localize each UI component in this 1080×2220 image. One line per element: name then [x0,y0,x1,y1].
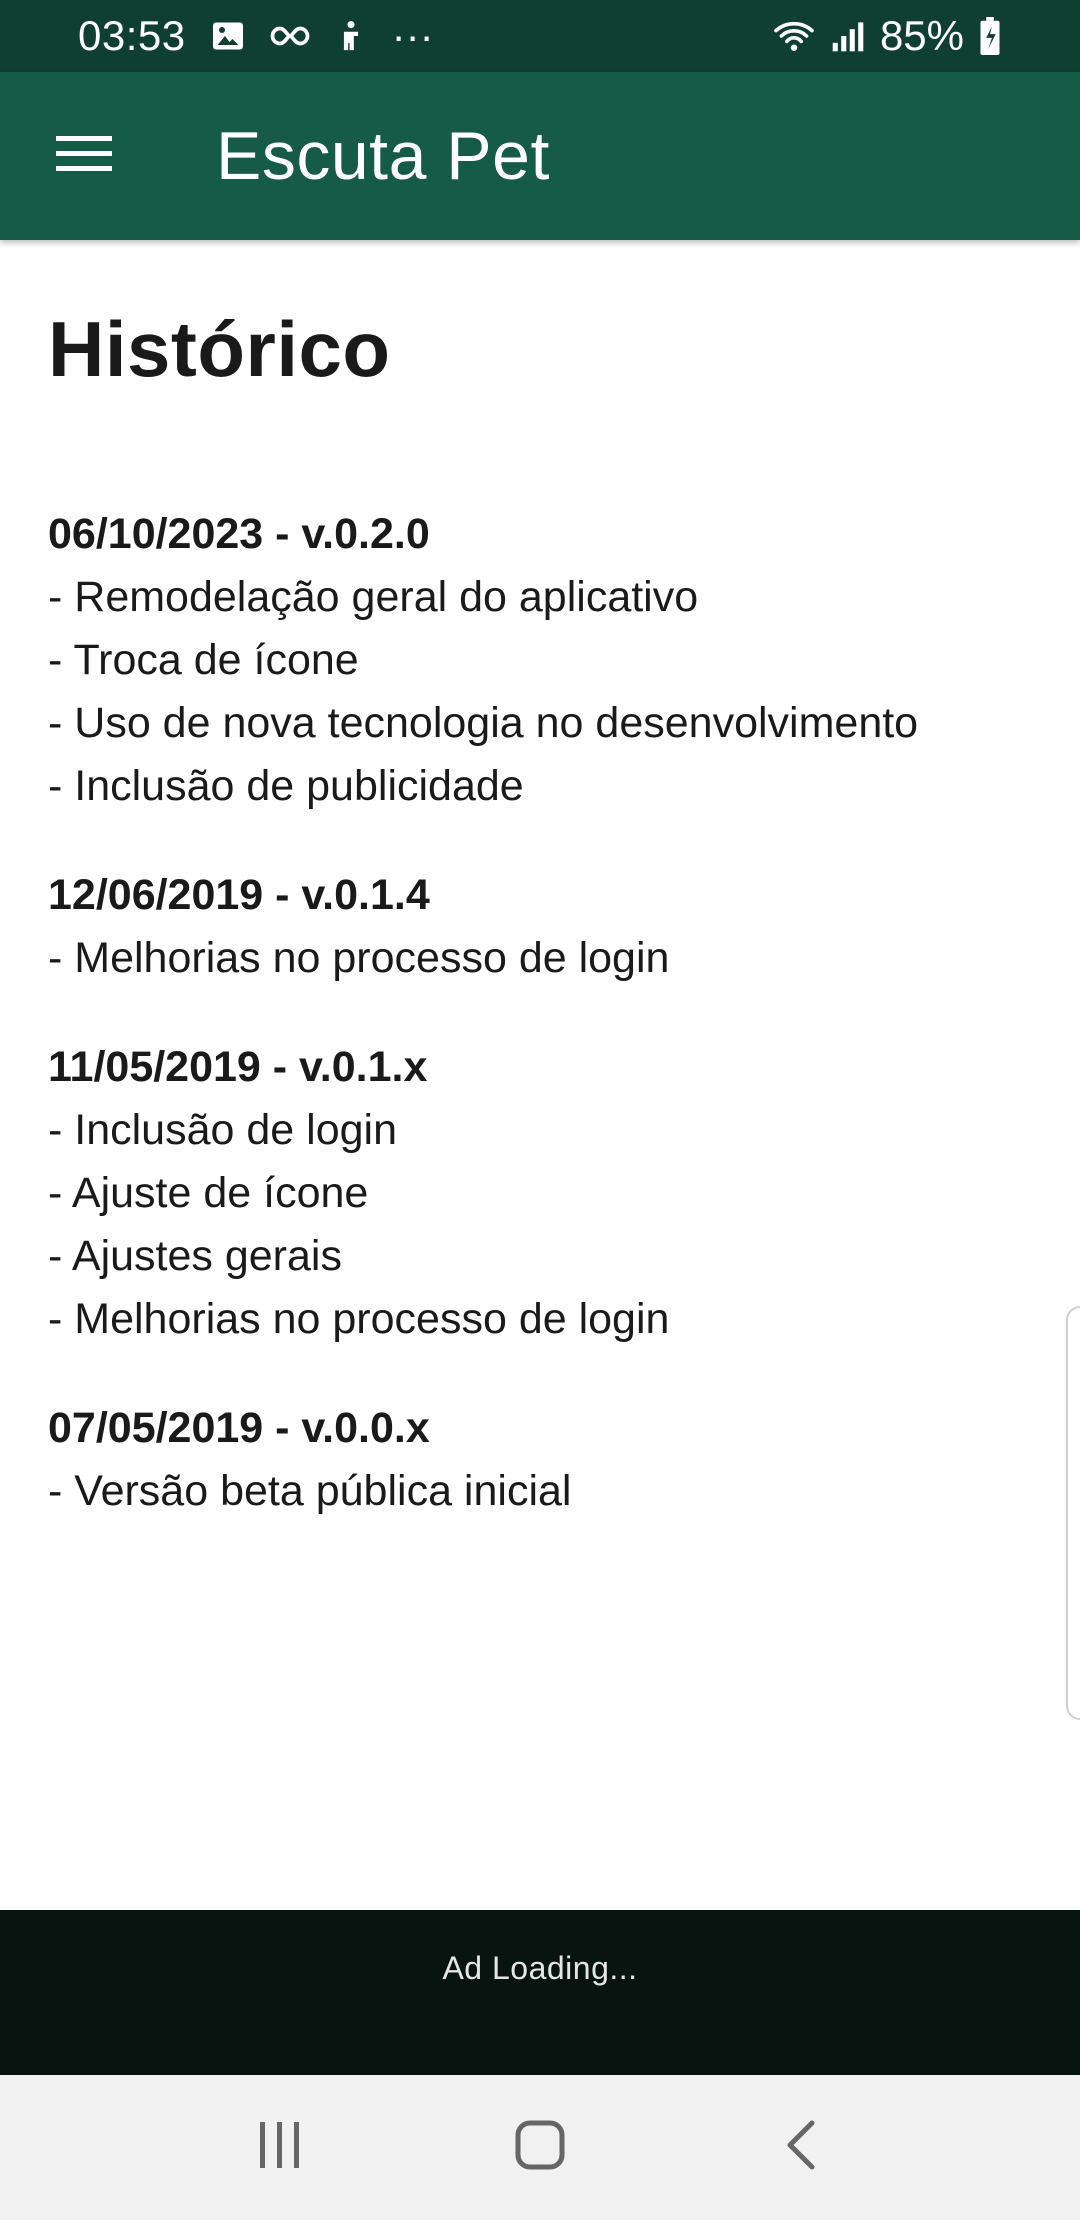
history-entry-heading: 12/06/2019 - v.0.1.4 [48,871,430,919]
status-time: 03:53 [78,12,186,59]
history-entry-heading: 07/05/2019 - v.0.0.x [48,1404,430,1452]
history-entry-heading: 11/05/2019 - v.0.1.x [48,1043,428,1091]
history-entry-line: - Inclusão de publicidade [48,762,524,810]
status-bar [0,0,1080,72]
history-entry [48,864,1032,990]
status-left [78,12,434,60]
history-entry [48,503,1032,818]
history-entry-line: - Inclusão de login [48,1106,397,1154]
history-entry-line: - Uso de nova tecnologia no desenvolvimento [48,699,919,747]
history-entry-line: - Melhorias no processo de login [48,1295,670,1343]
back-button[interactable] [740,2088,860,2208]
history-entry-line: - Ajuste de ícone [48,1169,369,1217]
signal-icon [830,19,866,53]
wifi-icon [772,18,816,54]
history-entry [48,1036,1032,1351]
menu-button[interactable] [0,72,168,240]
recent-apps-button[interactable] [220,2088,340,2208]
ad-banner[interactable] [0,1910,1080,2075]
history-entry-line: - Versão beta pública inicial [48,1467,572,1515]
history-entry-line: - Troca de ícone [48,636,359,684]
hamburger-menu-icon [56,134,112,179]
home-button[interactable] [480,2088,600,2208]
battery-percent: 85% [879,12,964,59]
history-list [48,503,1032,1523]
more-notifications-icon: ··· [391,12,434,59]
ad-loading-text: Ad Loading... [442,1950,638,1986]
edge-panel-handle[interactable] [1066,1306,1080,1720]
infinity-icon [270,21,310,51]
status-right [772,12,1002,60]
recent-apps-icon [256,2120,304,2175]
page-title: Histórico [48,305,391,393]
history-entry-line: - Ajustes gerais [48,1232,342,1280]
app-title: Escuta Pet [216,118,550,194]
app-bar [0,72,1080,240]
history-entry-heading: 06/10/2023 - v.0.2.0 [48,510,430,558]
history-entry-line: - Melhorias no processo de login [48,934,670,982]
navigation-bar [0,2075,1080,2220]
home-icon [514,2119,566,2176]
battery-icon [978,17,1002,55]
image-icon [210,18,246,54]
accessibility-icon [334,18,368,54]
main-content [0,240,1080,1910]
history-entry [48,1397,1032,1523]
history-entry-line: - Remodelação geral do aplicativo [48,573,699,621]
back-icon [782,2119,818,2176]
